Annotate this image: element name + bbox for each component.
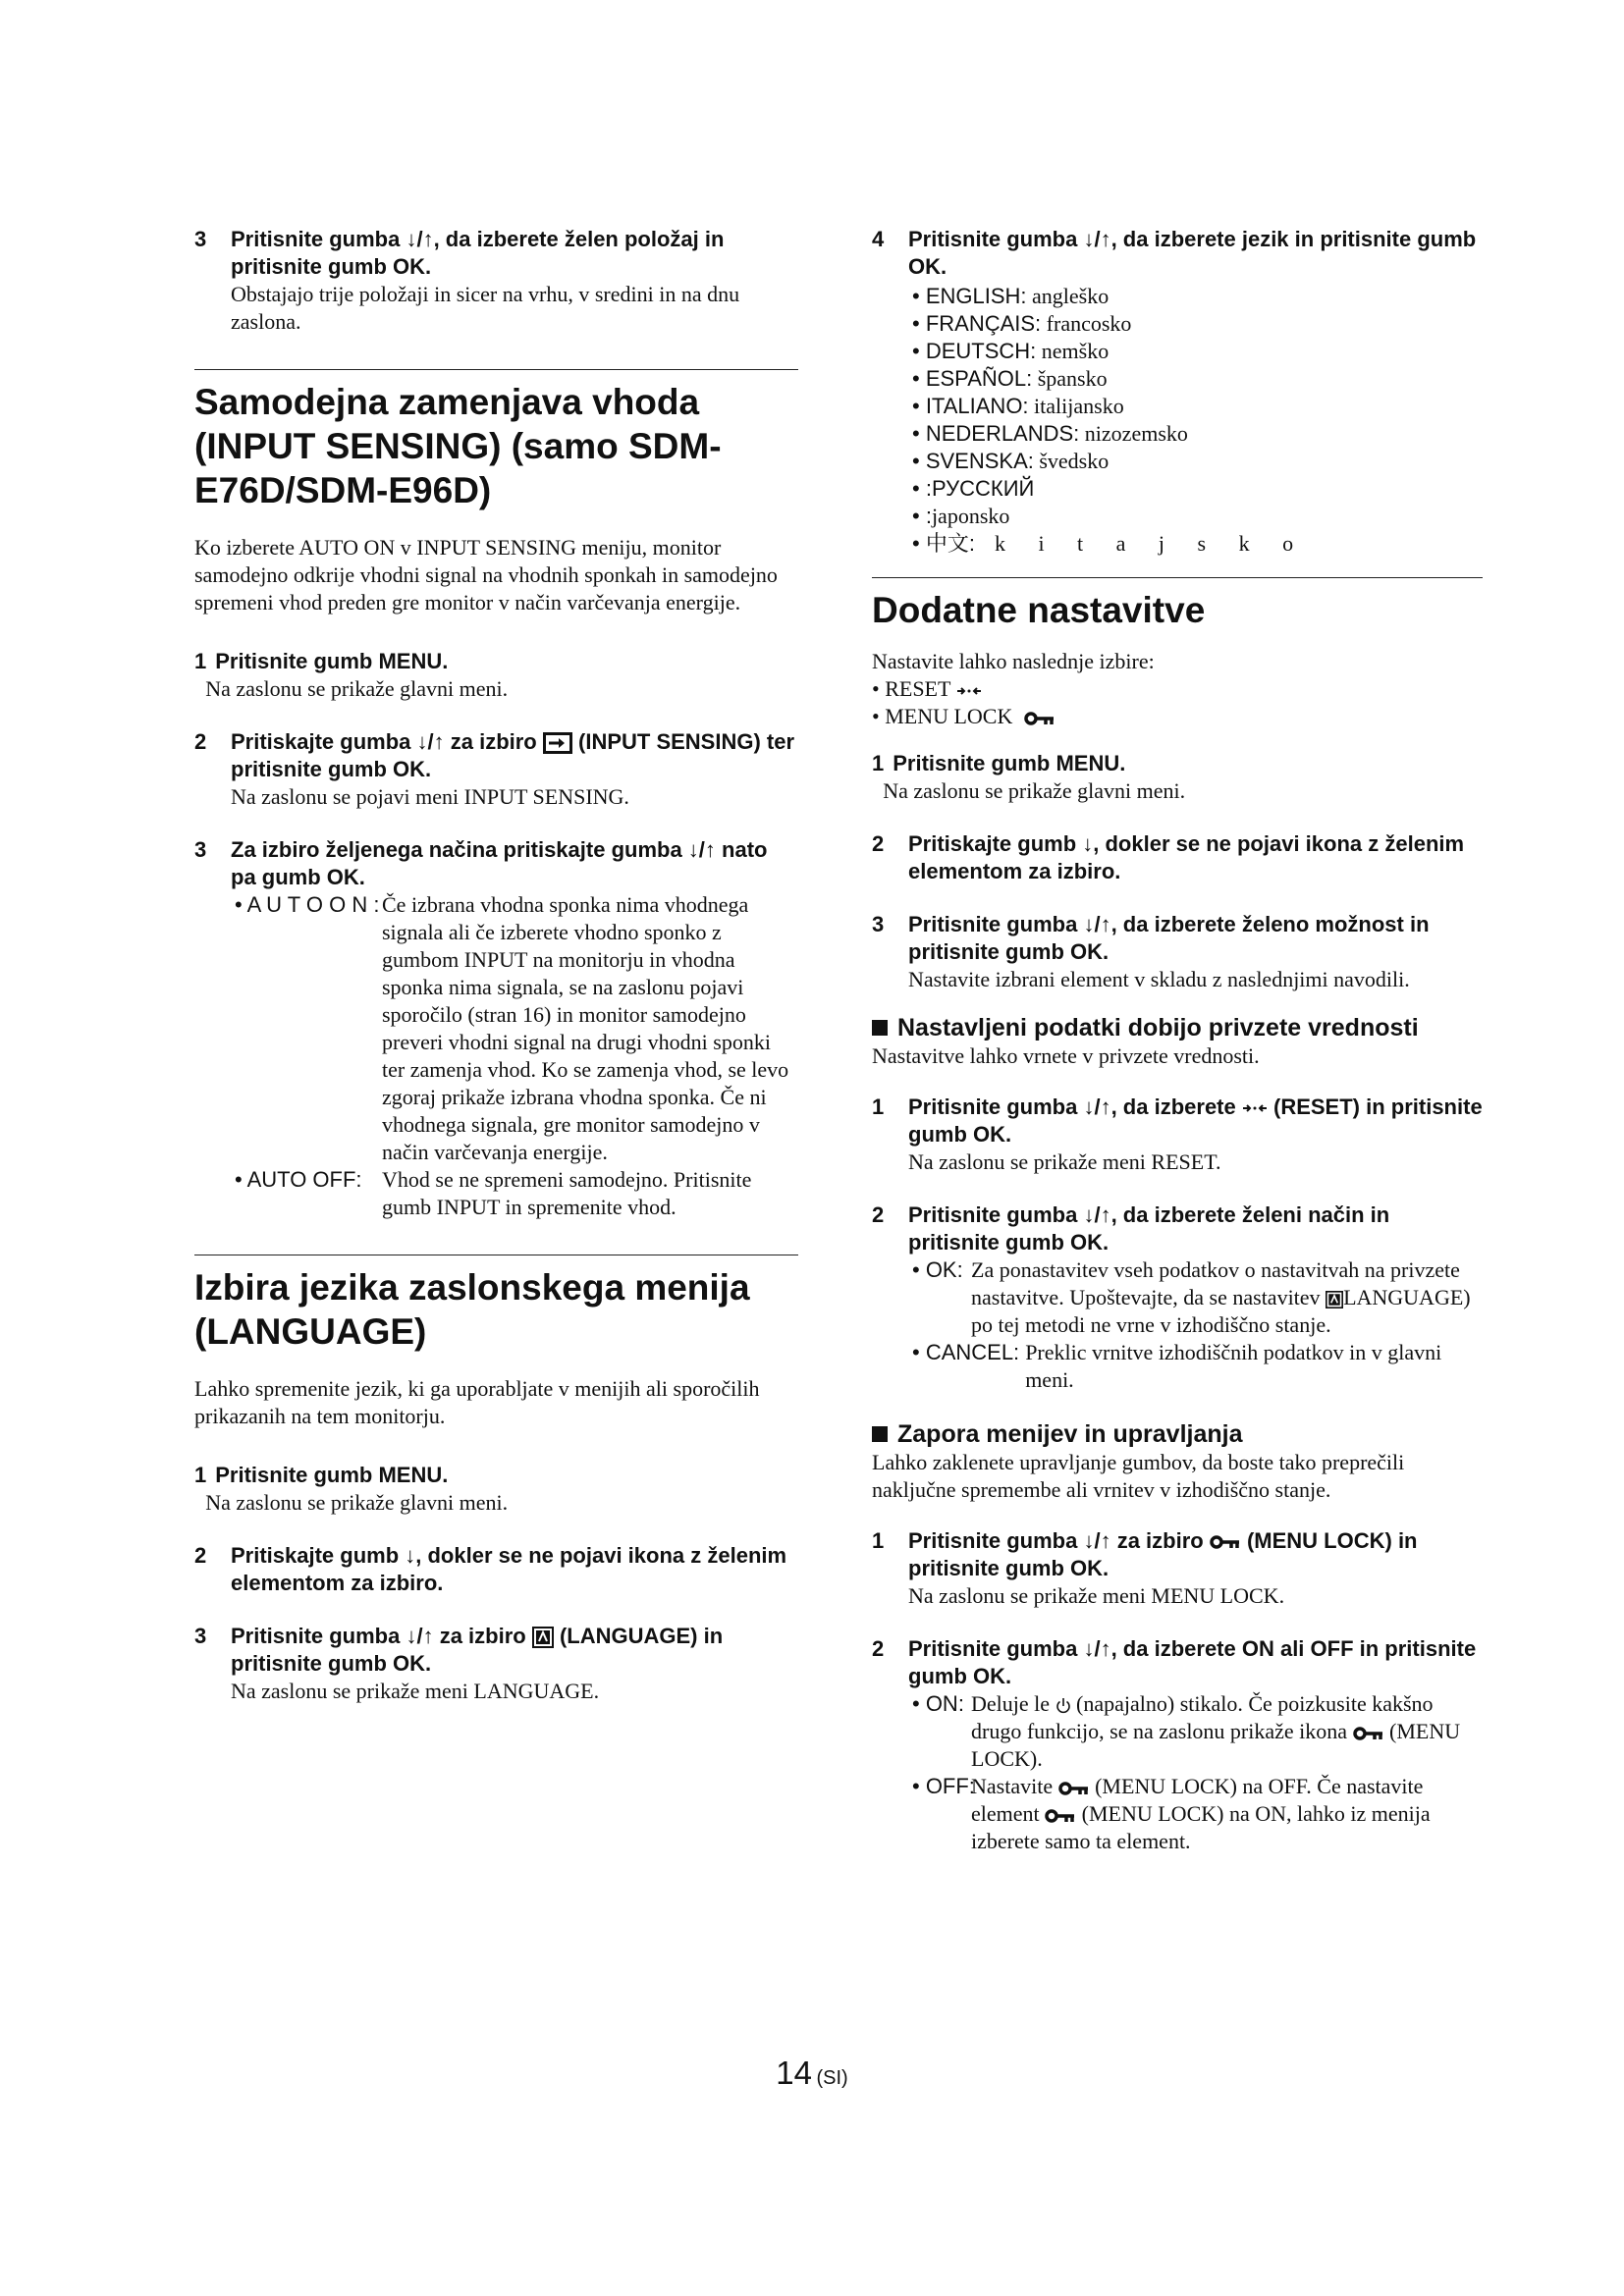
- option-cancel: [912, 1339, 1483, 1394]
- extra-item-menu-lock: [872, 703, 1483, 730]
- language-step-4: [872, 226, 1483, 558]
- extra-step-3: [872, 911, 1483, 993]
- language-item: • FRANÇAIS: francosko: [912, 311, 1132, 336]
- reset-intro: Nastavitve lahko vrnete v privzete vrednosti.: [872, 1043, 1260, 1068]
- section-divider: [872, 577, 1483, 578]
- step-heading-part: (RESET) in pritisnite gumb OK.: [908, 1095, 1483, 1147]
- option-value: Če izbrana vhodna sponka nima vhodnega signala ali če izberete vhodno sponko z gumbom INPUT na monitorju in vhodna sponka nima signala, se na zaslonu pojavi sporočilo (stran 16) in monitor samodejno preveri vhodni signal na drugi vhodni sponki ter zamenja vhod. Ko se zamenja vhod, se levo zgoraj prikaže izbrana vhodna sponka. Če ni vhodnega signala, gre monitor samodejno v način varčevanja energije.: [382, 892, 789, 1164]
- step-heading-part: Pritisnite gumba ↓/↑ za izbiro: [231, 1624, 526, 1648]
- language-step-2: [194, 1542, 798, 1597]
- step-heading: Za izbiro željenega načina pritiskajte gumba ↓/↑ nato pa gumb OK.: [231, 837, 768, 889]
- extra-item-label: • MENU LOCK: [872, 704, 1013, 728]
- step-description: Na zaslonu se prikaže glavni meni.: [883, 778, 1186, 803]
- option-value-part: (napajalno) stikalo. Če poizkusite kakšno drugo funkcijo, se na zaslonu prikaže ikona: [971, 1691, 1434, 1743]
- step-number: 4: [872, 227, 885, 251]
- input-sensing-icon: [543, 732, 572, 754]
- option-value: [971, 1690, 1483, 1773]
- step-heading-part: Pritiskajte gumba ↓/↑ za izbiro: [231, 729, 537, 754]
- extra-item-reset: [872, 675, 1483, 703]
- reset-step-2: [872, 1201, 1483, 1394]
- language-item: • :japonsko: [912, 504, 1010, 528]
- step-heading: Pritiskajte gumb ↓, dokler se ne pojavi ikona z želenim elementom za izbiro.: [908, 831, 1465, 883]
- page-language-code: (SI): [816, 2067, 848, 2089]
- step-heading: Pritisnite gumba ↓/↑, da izberete želeni način in pritisnite gumb OK.: [908, 1202, 1390, 1255]
- step-heading-part: (LANGUAGE) in pritisnite gumb OK.: [231, 1624, 724, 1676]
- input-sensing-step-3: [194, 836, 798, 1221]
- extra-step-2: [872, 830, 1483, 885]
- subsection-title-reset: [872, 1013, 1483, 1042]
- key-icon: [1045, 1808, 1076, 1824]
- step-description: Na zaslonu se prikaže meni MENU LOCK.: [908, 1583, 1285, 1608]
- right-column: [872, 226, 1483, 1881]
- step-heading: [908, 1527, 1483, 1582]
- option-key: • AUTO OFF:: [235, 1167, 362, 1192]
- step-number: 2: [872, 1202, 885, 1227]
- reset-step-1: [872, 1094, 1483, 1176]
- step-heading: Pritisnite gumba ↓/↑, da izberete ON ali OFF in pritisnite gumb OK.: [908, 1636, 1477, 1688]
- language-item: • 中文: k i t a j s k o: [912, 531, 1308, 556]
- extra-intro: Nastavite lahko naslednje izbire:: [872, 649, 1155, 673]
- square-bullet-icon: [872, 1020, 888, 1036]
- step-description: Na zaslonu se prikaže glavni meni.: [205, 1490, 509, 1515]
- section-title-extra-settings: Dodatne nastavitve: [872, 590, 1206, 630]
- step-heading-part: (INPUT SENSING) ter pritisnite gumb OK.: [231, 729, 795, 781]
- step-description: Na zaslonu se prikaže meni LANGUAGE.: [231, 1679, 600, 1703]
- option-value-part: Deluje le: [971, 1691, 1051, 1716]
- extra-step-1: [872, 750, 1483, 805]
- option-value-part: (MENU LOCK).: [971, 1719, 1461, 1771]
- subsection-title-lock: [872, 1419, 1483, 1449]
- key-icon: [1210, 1534, 1241, 1550]
- step-number: 1: [872, 751, 885, 775]
- option-on: [912, 1690, 1483, 1773]
- step-number: 3: [194, 837, 207, 862]
- step-position: [194, 226, 798, 336]
- section-divider: [194, 369, 798, 370]
- step-number: 2: [872, 1636, 885, 1661]
- step-number: 1: [872, 1095, 885, 1119]
- step-number: 2: [194, 729, 207, 754]
- step-heading: Pritiskajte gumb ↓, dokler se ne pojavi ikona z želenim elementom za izbiro.: [231, 1543, 787, 1595]
- language-intro: Lahko spremenite jezik, ki ga uporabljate v menijih ali sporočilih prikazanih na tem monitorju.: [194, 1376, 760, 1428]
- option-value-part: (MENU LOCK) na OFF. Če nastavite element: [971, 1774, 1424, 1826]
- language-step-3: [194, 1623, 798, 1705]
- option-value-part: (MENU LOCK) na ON, lahko iz menija izberete samo ta element.: [971, 1801, 1431, 1853]
- step-heading: [908, 1094, 1483, 1148]
- subsection-title-text: Nastavljeni podatki dobijo privzete vrednosti: [897, 1014, 1419, 1041]
- language-item: • :РУССКИЙ: [912, 476, 1035, 501]
- step-number: 3: [872, 912, 885, 936]
- step-number: 2: [194, 1543, 207, 1568]
- language-step-1: [194, 1462, 798, 1517]
- key-icon: [1024, 711, 1056, 726]
- option-value: [971, 1773, 1483, 1855]
- reset-icon: [1242, 1102, 1268, 1114]
- input-sensing-intro: Ko izberete AUTO ON v INPUT SENSING meniju, monitor samodejno odkrije vhodni signal na vhodnih sponkah in samodejno spremeni vhod preden gre monitor v način varčevanja energije.: [194, 535, 778, 614]
- step-description: Obstajajo trije položaji in sicer na vrhu, v sredini in na dnu zaslona.: [231, 282, 740, 334]
- key-icon: [1058, 1781, 1090, 1796]
- step-number: 3: [194, 1624, 207, 1648]
- language-item: • ENGLISH: angleško: [912, 284, 1110, 308]
- option-ok: [912, 1256, 1483, 1339]
- option-key: • OFF:: [912, 1774, 975, 1798]
- key-icon: [1353, 1726, 1384, 1741]
- step-number: 3: [194, 227, 207, 251]
- step-heading: [231, 1623, 798, 1678]
- step-number: 1: [194, 1463, 207, 1487]
- language-icon: [532, 1627, 554, 1648]
- option-off: [912, 1773, 1483, 1855]
- step-number: 1: [194, 649, 207, 673]
- section-title-input-sensing: Samodejna zamenjava vhoda (INPUT SENSING) (samo SDM-E76D/SDM-E96D): [194, 382, 722, 510]
- section-title-language: Izbira jezika zaslonskega menija (LANGUAGE): [194, 1267, 750, 1352]
- option-key: • OK:: [912, 1257, 963, 1282]
- step-heading-part: Pritisnite gumba ↓/↑ za izbiro: [908, 1528, 1204, 1553]
- input-sensing-step-1: [194, 648, 798, 703]
- step-description: Na zaslonu se prikaže glavni meni.: [205, 676, 509, 701]
- left-column: [194, 226, 798, 1731]
- language-item: • ITALIANO: italijansko: [912, 394, 1124, 418]
- step-heading: Pritisnite gumba ↓/↑, da izberete želen položaj in pritisnite gumb OK.: [231, 227, 725, 279]
- square-bullet-icon: [872, 1426, 888, 1442]
- lock-intro: Lahko zaklenete upravljanje gumbov, da boste tako preprečili naključne spremembe ali vrnitev v izhodiščno stanje.: [872, 1450, 1405, 1502]
- step-description: Na zaslonu se pojavi meni INPUT SENSING.: [231, 784, 629, 809]
- option-value-part: LANGUAGE) po tej metodi ne vrne v izhodiščno stanje.: [971, 1285, 1471, 1337]
- option-key: • A U T O O N :: [235, 892, 380, 917]
- reset-icon: [956, 685, 982, 697]
- page-number-value: 14: [776, 2055, 813, 2091]
- lock-step-2: [872, 1635, 1483, 1855]
- option-key: • CANCEL:: [912, 1340, 1020, 1364]
- option-auto-on: [235, 891, 798, 1166]
- language-icon: [1326, 1291, 1343, 1308]
- option-value: Preklic vrnitve izhodiščnih podatkov in v glavni meni.: [1025, 1340, 1442, 1392]
- step-heading: Pritisnite gumba ↓/↑, da izberete jezik in pritisnite gumb OK.: [908, 227, 1477, 279]
- option-value-part: Za ponastavitev vseh podatkov o nastavitvah na privzete nastavitve. Upoštevajte, da se nastavitev: [971, 1257, 1460, 1309]
- option-value-part: Nastavite: [971, 1774, 1054, 1798]
- step-heading: Pritisnite gumb MENU.: [893, 751, 1126, 775]
- option-value: Vhod se ne spremeni samodejno. Pritisnite gumb INPUT in spremenite vhod.: [382, 1167, 752, 1219]
- input-sensing-step-2: [194, 728, 798, 811]
- language-list: [912, 283, 1483, 558]
- lock-step-1: [872, 1527, 1483, 1610]
- language-item: • ESPAÑOL: špansko: [912, 366, 1108, 391]
- option-auto-off: [235, 1166, 798, 1221]
- language-item: • SVENSKA: švedsko: [912, 449, 1110, 473]
- page-number: [0, 2055, 1624, 2092]
- language-item: • DEUTSCH: nemško: [912, 339, 1110, 363]
- step-heading: Pritisnite gumba ↓/↑, da izberete želeno možnost in pritisnite gumb OK.: [908, 912, 1430, 964]
- extra-item-label: • RESET: [872, 676, 951, 701]
- step-heading-part: (MENU LOCK) in pritisnite gumb OK.: [908, 1528, 1418, 1580]
- step-heading: Pritisnite gumb MENU.: [215, 1463, 449, 1487]
- step-number: 1: [872, 1528, 885, 1553]
- step-heading: [231, 728, 798, 783]
- option-key: • ON:: [912, 1691, 964, 1716]
- step-heading-part: Pritisnite gumba ↓/↑, da izberete: [908, 1095, 1236, 1119]
- step-description: Na zaslonu se prikaže meni RESET.: [908, 1149, 1221, 1174]
- step-heading: Pritisnite gumb MENU.: [215, 649, 449, 673]
- subsection-title-text: Zapora menijev in upravljanja: [897, 1420, 1243, 1448]
- step-number: 2: [872, 831, 885, 856]
- language-item: • NEDERLANDS: nizozemsko: [912, 421, 1188, 446]
- power-icon: [1056, 1697, 1071, 1715]
- option-value: [971, 1256, 1483, 1339]
- step-description: Nastavite izbrani element v skladu z naslednjimi navodili.: [908, 967, 1410, 991]
